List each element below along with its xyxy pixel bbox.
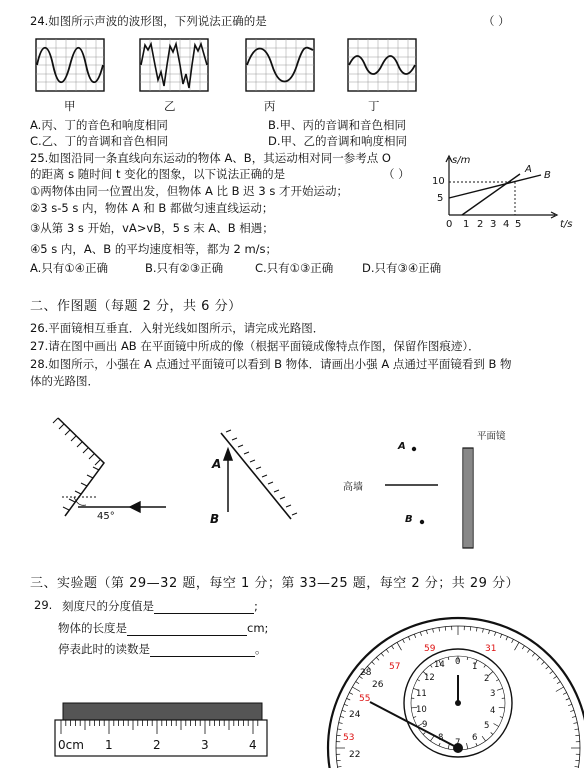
- q28-text-line2: 体的光路图．: [30, 374, 99, 388]
- fig28-label-b: B: [405, 514, 413, 525]
- q25-option-c: C.只有①③正确: [255, 261, 334, 275]
- fig28-wall-label: 高墙: [343, 482, 363, 493]
- sw-inner-label: 14: [434, 660, 445, 670]
- q25-option-d: D.只有③④正确: [362, 261, 442, 275]
- q25-item-3: ③从第 3 s 开始，vA>vB，5 s 末 A、B 相遇；: [30, 221, 274, 235]
- ruler-label: 0cm: [58, 738, 84, 752]
- sw-inner-label: 8: [438, 733, 444, 743]
- graph-xtick: 3: [490, 219, 497, 230]
- graph-ylabel: s/m: [452, 155, 471, 166]
- sw-inner-label: 11: [416, 689, 427, 699]
- fig27-label-a: A: [212, 457, 222, 471]
- q29-b-label: 物体的长度是: [58, 621, 127, 635]
- q29-a-label: 刻度尺的分度值是: [62, 599, 154, 613]
- ruler-label: 1: [105, 738, 113, 752]
- ruler-label: 2: [153, 738, 161, 752]
- q25-item-2: ②3 s-5 s 内，物体 A 和 B 都做匀速直线运动；: [30, 201, 274, 215]
- sw-inner-label: 5: [484, 721, 490, 731]
- graph-xtick: 1: [463, 219, 470, 230]
- q26-text: 26.平面镜相互垂直．入射光线如图所示，请完成光路图．: [30, 321, 325, 335]
- sw-inner-label: 7: [455, 738, 461, 748]
- sw-outer-label: 55: [359, 694, 371, 704]
- graph-xlabel: t/s: [560, 219, 573, 230]
- q24-option-d: D.甲、乙的音调和响度相同: [268, 134, 408, 148]
- q29-b-end: cm;: [247, 621, 269, 635]
- sw-inner-label: 10: [416, 705, 427, 715]
- sw-outer-label: 31: [485, 644, 497, 654]
- sw-outer-label: 26: [372, 680, 384, 690]
- ruler-label: 4: [249, 738, 257, 752]
- fig26-angle-label: 45°: [97, 511, 115, 522]
- q28-text-line1: 28.如图所示，小强在 A 点通过平面镜可以看到 B 物体．请画出小强 A 点通过平面镜看到 B 物: [30, 357, 512, 371]
- q25-stem-line1: 25.如图沿同一条直线向东运动的物体 A、B，其运动相对同一参考点 O: [30, 151, 391, 165]
- section3-title: 三、实验题（第 29—32 题，每空 1 分；第 33—25 题，每空 2 分；共 29 分）: [30, 576, 520, 591]
- graph-label-a: A: [525, 164, 532, 175]
- sw-outer-label: 24: [349, 710, 361, 720]
- wave-label-yi: 乙: [164, 99, 176, 113]
- q25-item-1: ①两物体由同一位置出发，但物体 A 比 B 迟 3 s 才开始运动；: [30, 184, 348, 198]
- wave-label-ding: 丁: [368, 99, 380, 113]
- graph-label-b: B: [544, 170, 551, 181]
- q25-stem-line2: 的距离 s 随时间 t 变化的图象，以下说法正确的是: [30, 167, 286, 181]
- sw-outer-label: 59: [424, 644, 436, 654]
- sw-inner-label: 4: [490, 706, 496, 716]
- small-dial-hub: [455, 700, 461, 706]
- sw-inner-label: 1: [472, 662, 478, 672]
- section2-title: 二、作图题（每题 2 分，共 6 分）: [30, 299, 242, 314]
- q24-option-a: A.丙、丁的音色和响度相同: [30, 118, 168, 132]
- sw-outer-label: 53: [343, 733, 355, 743]
- graph-ytick-10: 10: [432, 176, 445, 187]
- sw-inner-label: 0: [455, 657, 461, 667]
- sw-inner-label: 3: [490, 689, 496, 699]
- q25-option-a: A.只有①④正确: [30, 261, 108, 275]
- wave-label-bing: 丙: [264, 99, 276, 113]
- sw-outer-label: 28: [360, 668, 372, 678]
- sw-inner-label: 6: [472, 733, 478, 743]
- graph-xtick: 4: [503, 219, 510, 230]
- sw-inner-label: 12: [424, 673, 435, 683]
- wave-label-jia: 甲: [64, 99, 76, 113]
- q27-text: 27.请在图中画出 AB 在平面镜中所成的像（根据平面镜成像特点作图，保留作图痕迹）．: [30, 339, 480, 353]
- graph-xtick: 2: [477, 219, 484, 230]
- sw-outer-label: 57: [389, 662, 401, 672]
- fig28-label-a: A: [398, 441, 406, 452]
- q29-c-label: 停表此时的读数是: [58, 642, 150, 656]
- graph-ytick-5: 5: [437, 193, 444, 204]
- q25-answer-bracket: （ ）: [383, 167, 410, 181]
- q25-option-b: B.只有②③正确: [145, 261, 224, 275]
- fig27-label-b: B: [210, 512, 220, 526]
- ruler-label: 3: [201, 738, 209, 752]
- q29-number: 29.: [34, 598, 53, 612]
- q29-a-end: ;: [254, 599, 258, 613]
- q24-option-c: C.乙、丁的音调和音色相同: [30, 134, 169, 148]
- sw-inner-label: 2: [484, 674, 490, 684]
- fig28-mirror-label: 平面镜: [477, 431, 506, 442]
- graph-xtick: 5: [515, 219, 522, 230]
- q24-option-b: B.甲、丙的音调和音色相同: [268, 118, 407, 132]
- sw-outer-label: 22: [349, 750, 361, 760]
- q25-item-4: ④5 s 内，A、B 的平均速度相等，都为 2 m/s；: [30, 242, 278, 256]
- q24-stem: 24.如图所示声波的波形图，下列说法正确的是: [30, 14, 267, 28]
- graph-xtick: 0: [446, 219, 453, 230]
- q29-c-end: 。: [255, 642, 267, 656]
- sw-inner-label: 9: [422, 720, 428, 730]
- q24-answer-bracket: （ ）: [483, 14, 510, 28]
